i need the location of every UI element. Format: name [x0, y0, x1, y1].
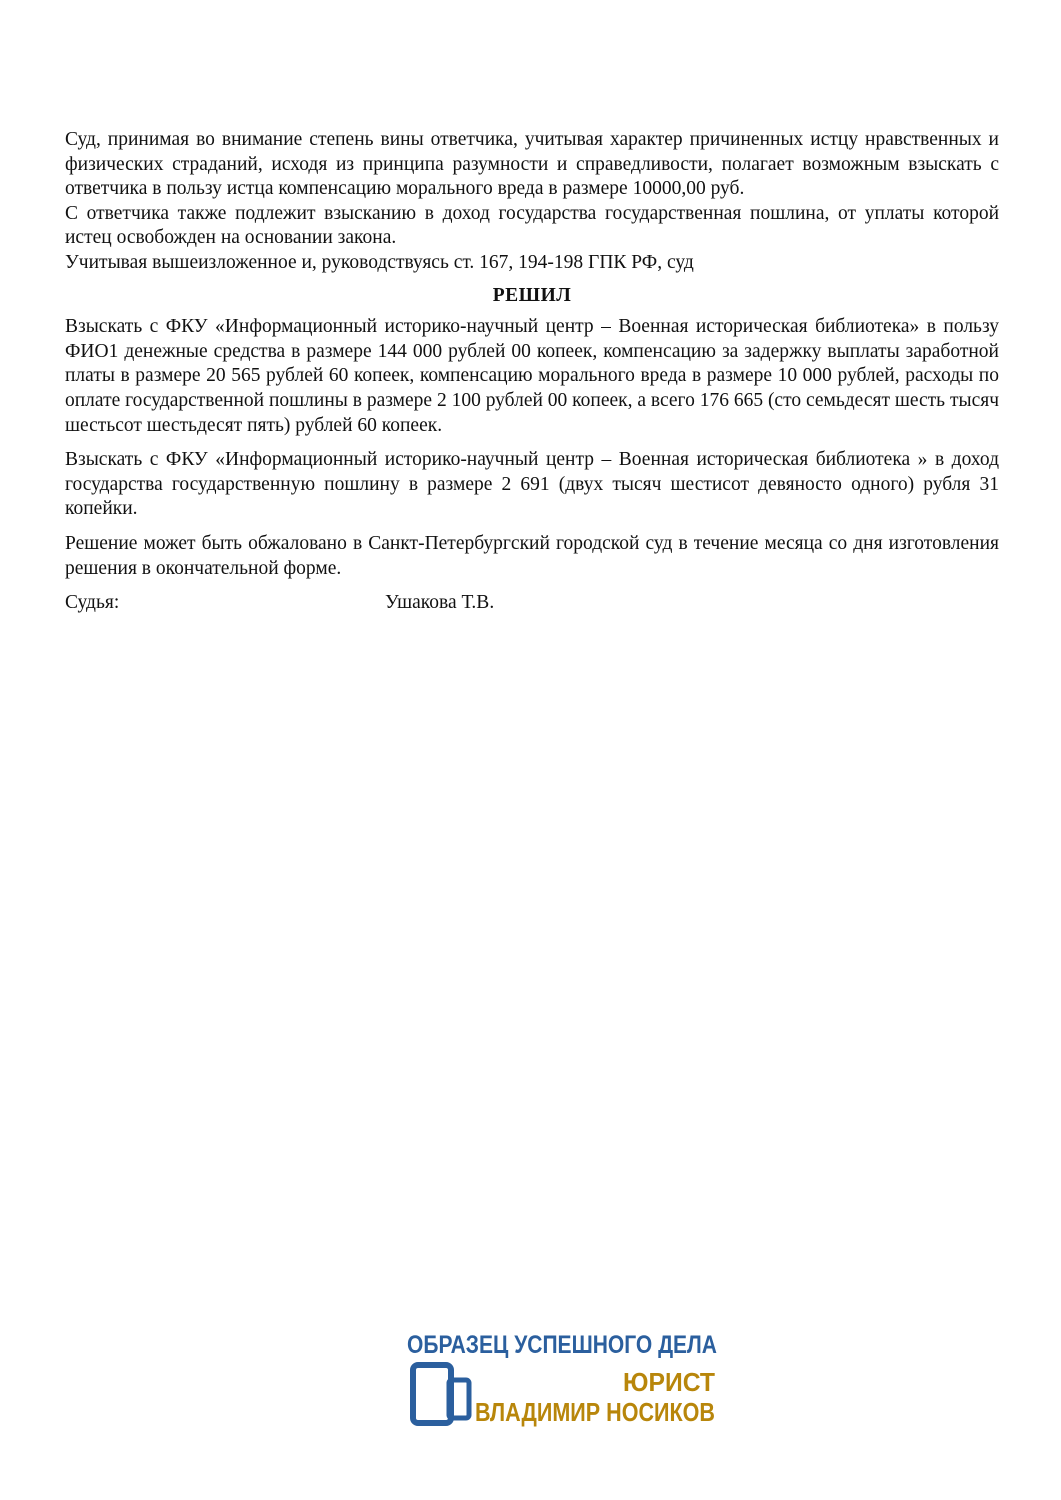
logo-name-text: ВЛАДИМИР НОСИКОВ — [475, 1397, 715, 1427]
document-body — [65, 128, 999, 617]
paragraph-state-duty: С ответчика также подлежит взысканию в доход государства государственная пошлина, от уплаты которой истец освобожден на основании закона. — [65, 202, 999, 249]
logo-title-text: ОБРАЗЕЦ УСПЕШНОГО ДЕЛА — [407, 1331, 717, 1359]
signature-label: Судья: — [65, 592, 120, 614]
paragraph-moral-damage: Суд, принимая во внимание степень вины ответчика, учитывая характер причиненных истцу нравственных и физических страданий, исходя из принципа разумности и справедливости, полагает возможным взыскать с ответчика в пользу истца компенсацию морального вреда в размере 10000,00 руб. — [65, 129, 999, 200]
appeal-paragraph: Решение может быть обжаловано в Санкт-Петербургский городской суд в течение месяца со дня изготовления решения в окончательной форме. — [65, 532, 999, 579]
device-icon — [413, 1365, 469, 1423]
paragraph-legal-basis: Учитывая вышеизложенное и, руководствуясь ст. 167, 194-198 ГПК РФ, суд — [65, 251, 694, 273]
logo-subtitle-text: ЮРИСТ — [623, 1367, 716, 1397]
decision-paragraph-duty: Взыскать с ФКУ «Информационный историко-научный центр – Военная историческая библиотека » в доход государства государственную пошлину в размере 2 691 (двух тысяч шестисот девяносто одного) рубля 31 копейки. — [65, 449, 999, 520]
decision-paragraph-payment: Взыскать с ФКУ «Информационный историко-научный центр – Военная историческая библиотека» в пользу ФИО1 денежные средства в размере 144 000 рублей 00 копеек, компенсацию за задержку выплаты заработной платы в размере 20 565 рублей 60 копеек, компенсацию морального вреда в размере 10 000 рублей, расходы по оплате государственной пошлины в размере 2 100 рублей 00 копеек, а всего 176 665 (сто семьдесят шесть тысяч шестьсот шестьдесят пять) рублей 60 копеек. — [65, 316, 1000, 436]
decision-heading: РЕШИЛ — [492, 284, 572, 306]
lawyer-logo-graphic — [405, 1325, 725, 1430]
judge-name: Ушакова Т.В. — [385, 592, 495, 614]
signature-block — [65, 591, 999, 617]
lawyer-logo — [405, 1325, 725, 1430]
